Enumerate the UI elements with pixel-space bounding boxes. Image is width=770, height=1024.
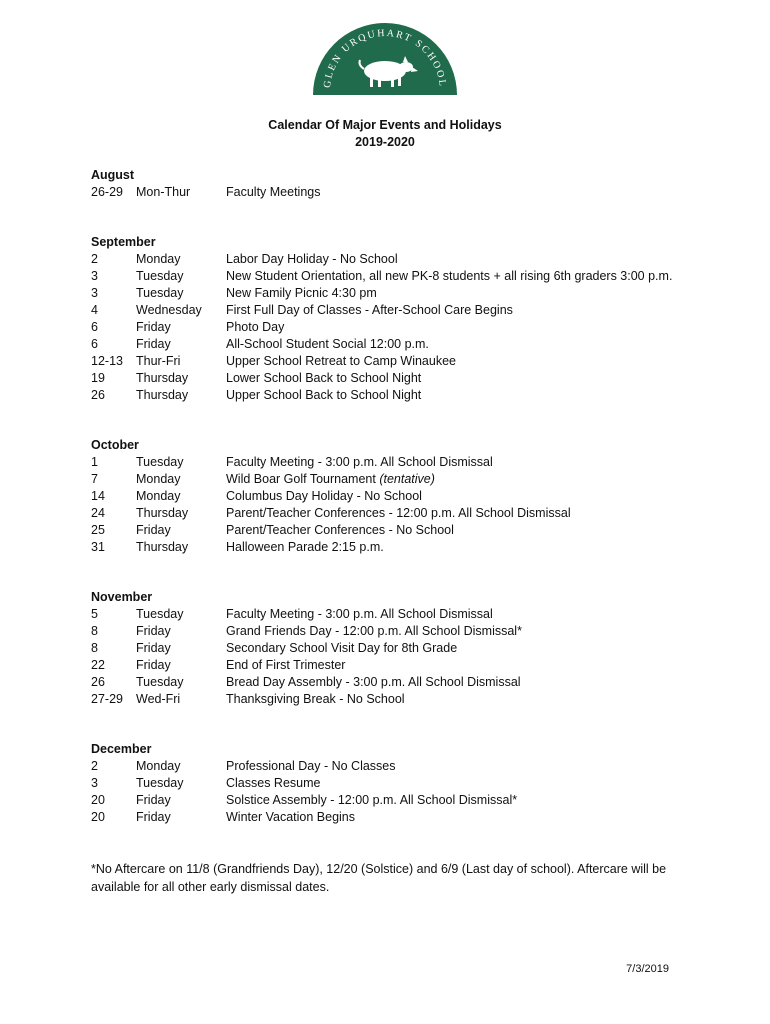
event-description-text: Solstice Assembly - 12:00 p.m. All School Dismissal*	[226, 793, 518, 807]
event-row	[91, 809, 691, 826]
event-description	[226, 302, 691, 319]
event-description	[226, 758, 691, 775]
event-row	[91, 353, 691, 370]
event-row	[91, 268, 691, 285]
event-description-text: Faculty Meeting - 3:00 p.m. All School Dismissal	[226, 455, 493, 469]
event-row	[91, 522, 691, 539]
event-description	[226, 454, 691, 471]
event-row	[91, 640, 691, 657]
event-row	[91, 302, 691, 319]
event-date: 4	[91, 303, 98, 317]
event-day: Friday	[136, 337, 171, 351]
event-date: 22	[91, 658, 105, 672]
event-description-text: Photo Day	[226, 320, 285, 334]
event-description	[226, 268, 691, 285]
logo-text: GLEN URQUHART SCHOOL	[321, 27, 449, 89]
event-date: 5	[91, 607, 98, 621]
event-description	[226, 606, 691, 623]
event-row	[91, 471, 691, 488]
event-description	[226, 775, 691, 792]
aftercare-footnote: *No Aftercare on 11/8 (Grandfriends Day), 12/20 (Solstice) and 6/9 (Last day of school). Aftercare will be available for all other early dismissal dates.	[91, 862, 667, 894]
event-date: 14	[91, 489, 105, 503]
month-heading: September	[91, 235, 156, 249]
event-date: 7	[91, 472, 98, 486]
event-description	[226, 623, 691, 640]
event-description-text: Labor Day Holiday - No School	[226, 252, 398, 266]
month-heading: November	[91, 590, 153, 604]
event-description-text: Parent/Teacher Conferences - 12:00 p.m. All School Dismissal	[226, 506, 571, 520]
event-date: 6	[91, 320, 98, 334]
event-date: 6	[91, 337, 98, 351]
event-day: Thursday	[136, 371, 189, 385]
event-day: Friday	[136, 810, 171, 824]
event-description-text: New Student Orientation, all new PK-8 students + all rising 6th graders 3:00 p.m.	[226, 269, 673, 283]
event-row	[91, 623, 691, 640]
event-description	[226, 505, 691, 522]
event-day: Thursday	[136, 388, 189, 402]
event-day: Thursday	[136, 540, 189, 554]
month-heading: August	[91, 168, 135, 182]
event-date: 24	[91, 506, 105, 520]
event-row	[91, 370, 691, 387]
event-day: Friday	[136, 658, 171, 672]
event-description-text: Professional Day - No Classes	[226, 759, 396, 773]
event-description-text: Upper School Retreat to Camp Winaukee	[226, 354, 456, 368]
event-description	[226, 674, 691, 691]
event-description-text: Faculty Meeting - 3:00 p.m. All School Dismissal	[226, 607, 493, 621]
event-row	[91, 792, 691, 809]
school-logo	[312, 13, 458, 95]
event-date: 3	[91, 776, 98, 790]
event-row	[91, 336, 691, 353]
month-section	[91, 167, 691, 201]
event-row	[91, 505, 691, 522]
event-day: Monday	[136, 252, 181, 266]
event-row	[91, 674, 691, 691]
event-description	[226, 657, 691, 674]
event-day: Friday	[136, 523, 171, 537]
event-row	[91, 319, 691, 336]
event-row	[91, 454, 691, 471]
month-heading: October	[91, 438, 139, 452]
event-description-text: Parent/Teacher Conferences - No School	[226, 523, 454, 537]
event-date: 20	[91, 810, 105, 824]
event-row	[91, 387, 691, 404]
event-date: 8	[91, 641, 98, 655]
event-description-text: Secondary School Visit Day for 8th Grade	[226, 641, 458, 655]
event-description-text: Grand Friends Day - 12:00 p.m. All School Dismissal*	[226, 624, 522, 638]
event-description-text: Faculty Meetings	[226, 185, 321, 199]
event-row	[91, 488, 691, 505]
school-year: 2019-2020	[355, 135, 415, 149]
event-row	[91, 775, 691, 792]
event-day: Friday	[136, 320, 171, 334]
event-description	[226, 251, 691, 268]
event-date: 2	[91, 252, 98, 266]
event-row	[91, 285, 691, 302]
event-date: 25	[91, 523, 105, 537]
event-description-text: Upper School Back to School Night	[226, 388, 422, 402]
event-day: Mon-Thur	[136, 185, 191, 199]
event-description-text: Thanksgiving Break - No School	[226, 692, 405, 706]
event-date: 3	[91, 286, 98, 300]
event-day: Wed-Fri	[136, 692, 181, 706]
event-date: 2	[91, 759, 98, 773]
event-day: Tuesday	[136, 455, 184, 469]
event-description	[226, 792, 691, 809]
event-description	[226, 336, 691, 353]
event-description	[226, 184, 691, 201]
event-description	[226, 488, 691, 505]
event-day: Friday	[136, 793, 171, 807]
month-section	[91, 234, 691, 404]
event-date: 27-29	[91, 692, 123, 706]
event-description	[226, 640, 691, 657]
event-day: Monday	[136, 472, 181, 486]
event-date: 3	[91, 269, 98, 283]
event-description	[226, 522, 691, 539]
event-note: (tentative)	[379, 472, 435, 486]
event-date: 26	[91, 675, 105, 689]
event-row	[91, 184, 691, 201]
event-description	[226, 285, 691, 302]
event-row	[91, 758, 691, 775]
event-day: Thur-Fri	[136, 354, 181, 368]
event-description-text: Winter Vacation Begins	[226, 810, 355, 824]
event-date: 19	[91, 371, 105, 385]
event-date: 20	[91, 793, 105, 807]
event-row	[91, 691, 691, 708]
event-row	[91, 606, 691, 623]
event-day: Wednesday	[136, 303, 202, 317]
event-description	[226, 691, 691, 708]
event-description	[226, 387, 691, 404]
event-date: 8	[91, 624, 98, 638]
event-date: 1	[91, 455, 98, 469]
event-description-text: New Family Picnic 4:30 pm	[226, 286, 377, 300]
revision-date: 7/3/2019	[626, 963, 669, 975]
month-section	[91, 589, 691, 708]
event-day: Tuesday	[136, 675, 184, 689]
event-day: Tuesday	[136, 607, 184, 621]
event-description-text: End of First Trimester	[226, 658, 346, 672]
event-day: Friday	[136, 624, 171, 638]
event-day: Monday	[136, 759, 181, 773]
month-section	[91, 437, 691, 556]
event-description	[226, 539, 691, 556]
event-description-text: Wild Boar Golf Tournament	[226, 472, 376, 486]
event-description-text: Lower School Back to School Night	[226, 371, 422, 385]
event-description	[226, 370, 691, 387]
event-date: 31	[91, 540, 105, 554]
event-description-text: All-School Student Social 12:00 p.m.	[226, 337, 429, 351]
event-date: 26	[91, 388, 105, 402]
event-description	[226, 809, 691, 826]
event-row	[91, 657, 691, 674]
event-description-text: Classes Resume	[226, 776, 321, 790]
event-description	[226, 471, 691, 488]
event-row	[91, 539, 691, 556]
month-section	[91, 741, 691, 826]
event-day: Tuesday	[136, 286, 184, 300]
event-day: Tuesday	[136, 269, 184, 283]
event-description	[226, 319, 691, 336]
event-day: Tuesday	[136, 776, 184, 790]
event-description	[226, 353, 691, 370]
event-day: Friday	[136, 641, 171, 655]
page-title: Calendar Of Major Events and Holidays	[268, 118, 502, 132]
event-day: Monday	[136, 489, 181, 503]
calendar-list	[91, 167, 691, 859]
event-row	[91, 251, 691, 268]
event-day: Thursday	[136, 506, 189, 520]
event-description-text: Columbus Day Holiday - No School	[226, 489, 422, 503]
month-heading: December	[91, 742, 152, 756]
event-description-text: Halloween Parade 2:15 p.m.	[226, 540, 384, 554]
event-description-text: First Full Day of Classes - After-School Care Begins	[226, 303, 513, 317]
event-description-text: Bread Day Assembly - 3:00 p.m. All School Dismissal	[226, 675, 521, 689]
event-date: 26-29	[91, 185, 123, 199]
event-date: 12-13	[91, 354, 123, 368]
